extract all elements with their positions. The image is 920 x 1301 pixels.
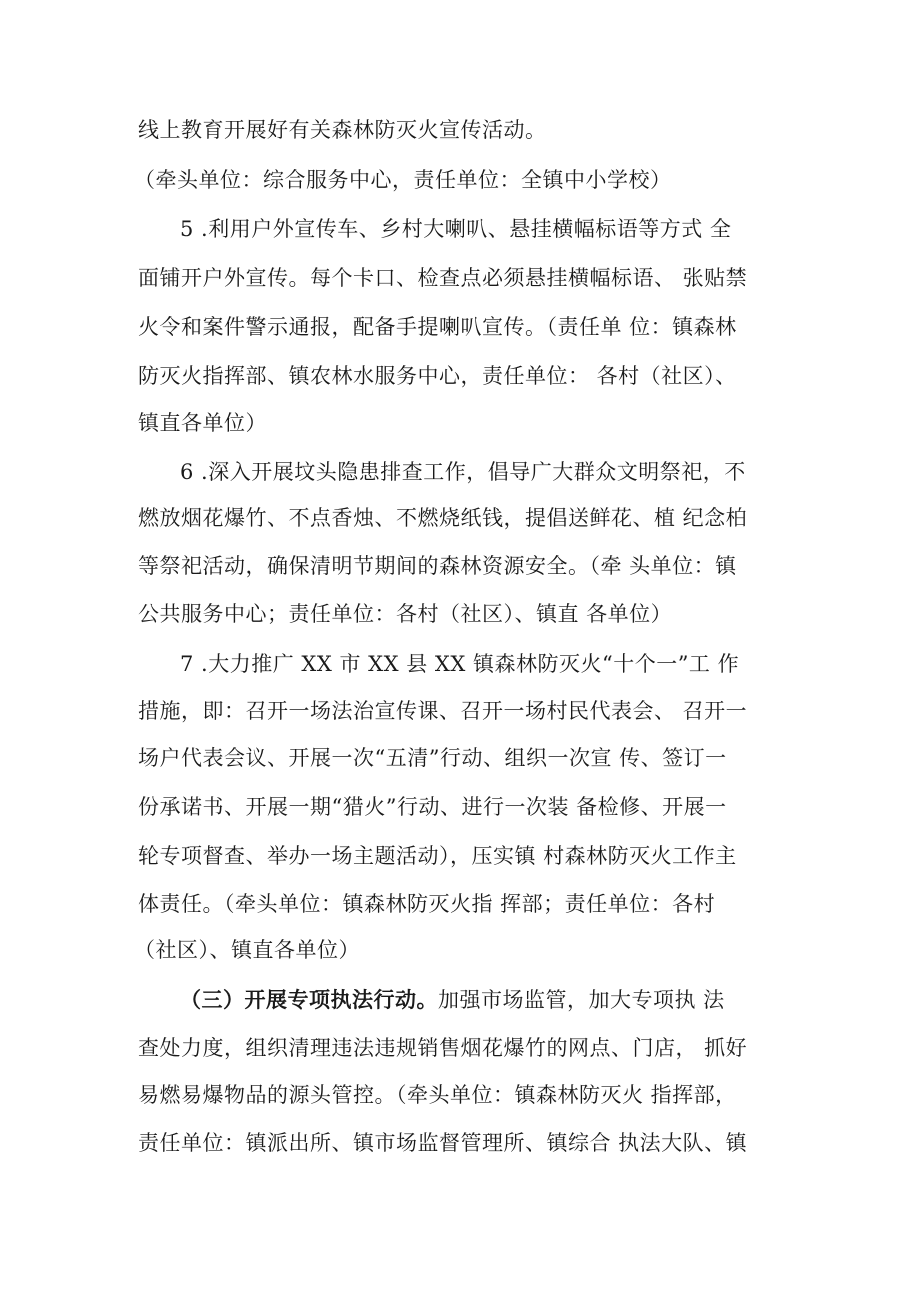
text-line: 6 .深入开展坟头隐患排查工作，倡导广大群众文明祭祀，不 — [180, 460, 746, 484]
text-line: 7 .大力推广 XX 市 XX 县 XX 镇森林防灭火“十个一”工 作 — [180, 652, 740, 676]
text-line: 责任单位：镇派出所、镇市场监督管理所、镇综合 执法大队、镇 — [138, 1131, 748, 1155]
text-line: 防灭火指挥部、镇农林水服务中心，责任单位： 各村（社区）、 — [138, 364, 737, 388]
section-heading: （三）开展专项执法行动。 — [180, 987, 438, 1012]
text-line: 场户代表会议、开展一次“五清”行动、组织一次宣 传、签订一 — [138, 746, 727, 770]
text-line: 体责任。（牵头单位：镇森林防灭火指 挥部；责任单位：各村 — [138, 892, 716, 916]
text-line: 火令和案件警示通报，配备手提喇叭宣传。（责任单 位：镇森林 — [138, 315, 737, 339]
text-line: 查处力度，组织清理违法违规销售烟花爆竹的网点、门店， 抓好 — [138, 1036, 748, 1060]
text-line: （社区）、镇直各单位） — [134, 938, 360, 962]
section-heading-line — [180, 983, 920, 1017]
text-line: 5 .利用户外宣传车、乡村大喇叭、悬挂横幅标语等方式 全 — [180, 217, 732, 241]
section-text: 加强市场监管，加大专项执 法 — [438, 988, 725, 1012]
text-line: 线上教育开展好有关森林防灭火宣传活动。 — [138, 118, 547, 142]
text-line: 燃放烟花爆竹、不点香烛、不燃烧纸钱，提倡送鲜花、植 纪念柏 — [138, 506, 748, 530]
text-line: 等祭祀活动，确保清明节期间的森林资源安全。（牵 头单位：镇 — [138, 554, 737, 578]
text-line: 公共服务中心；责任单位：各村（社区）、镇直 各单位） — [138, 602, 673, 626]
text-line: 镇直各单位） — [138, 411, 267, 435]
text-line: 易燃易爆物品的源头管控。（牵头单位：镇森林防灭火 指挥部， — [138, 1083, 737, 1107]
text-line: 轮专项督查、举办一场主题活动），压实镇 村森林防灭火工作主 — [138, 844, 737, 868]
text-line: 措施，即：召开一场法治宣传课、召开一场村民代表会、 召开一 — [138, 699, 748, 723]
text-line: （牵头单位：综合服务中心，责任单位：全镇中小学校） — [134, 168, 672, 192]
text-line: 份承诺书、开展一期“猎火”行动、进行一次装 备检修、开展一 — [138, 795, 727, 819]
text-line: 面铺开户外宣传。每个卡口、检查点必须悬挂横幅标语、 张贴禁 — [138, 266, 748, 290]
